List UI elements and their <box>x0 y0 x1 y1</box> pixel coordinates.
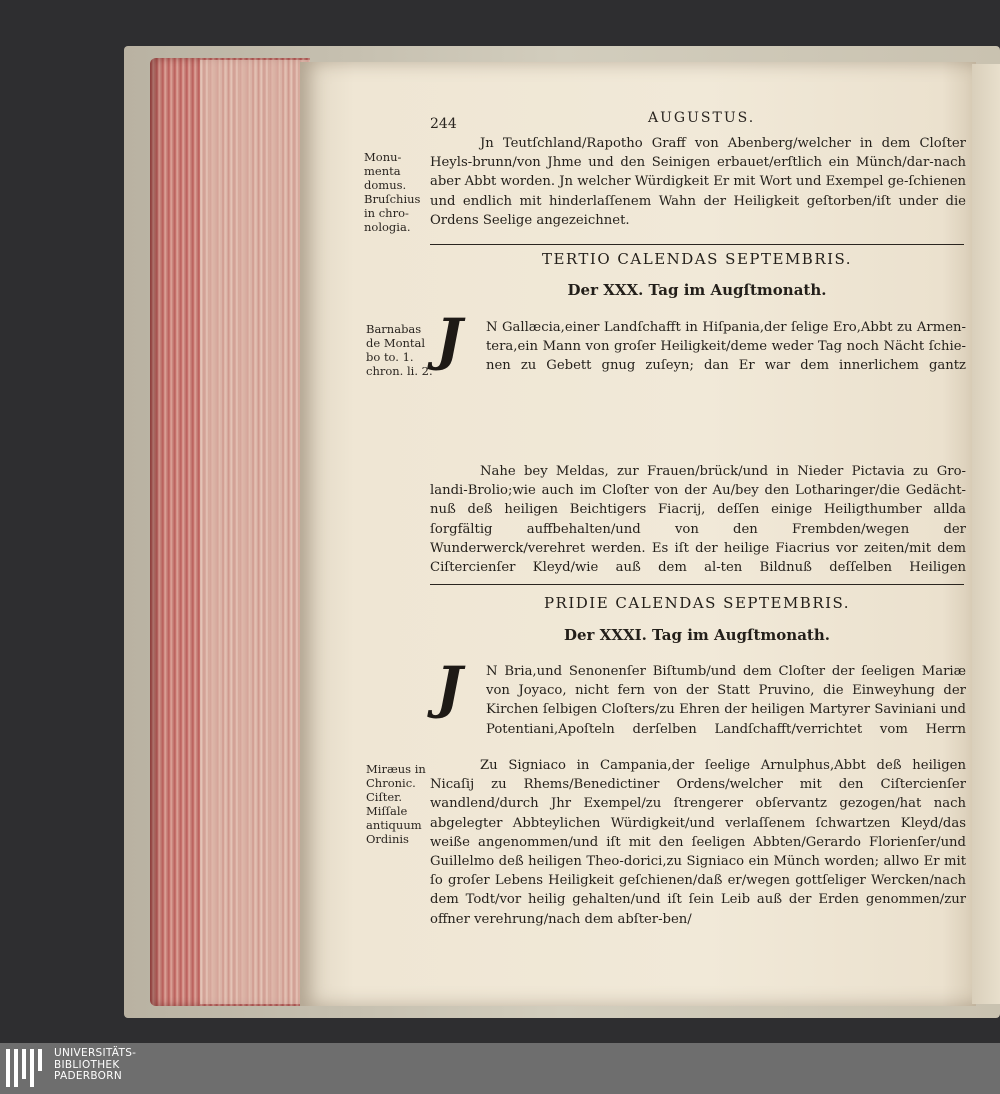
section-1-paragraph-2: Nahe bey Meldas, zur Frauen/brück/und in Nieder Pictavia zu Gro-landi-Brolio;wie auch im Cloſter von der Au/bey den Lotharinger/die Gedächt-nuß deß heiligen Beichtigers Fiacrij, deſſen einige Heiligthumber allda ſorgfältig auffbehalten/und von den Frembden/wegen der Wunderwerck/verehret werden. Es iſt der heilige Fiacrius vor zeiten/mit dem Ciſtercienſer Kleyd/wie auß dem al-ten Bildnuß deſſelben Heiligen <box>430 464 966 576</box>
section-2-german-heading: Der XXXI. Tag im Augſtmonath. <box>564 626 830 644</box>
section-1-german-heading: Der XXX. Tag im Augſtmonath. <box>567 281 827 299</box>
section-2-paragraph-2: Zu Signiaco in Campania,der ſeelige Arnulphus,Abbt deß heiligen Nicaſij zu Rhems/Benedictiner Ordens/welcher mit den Ciſtercienſer wandlend/durch Jhr Exempel/zu ſtrengerer obſervantz gezogen/hat nach abgelegter Abbteylichen Würdigkeit/und verlaſſenem ſchwartzen Kleyd/das weiße angenommen/und iſt mit den ſeeligen Abbten/Gerardo Florienſer/und Guillelmo deß heiligen Theo-dorici,zu Signiaco ein Münch worden; allwo Er mit ſo groſer Lebens Heiligkeit geſchienen/daß er/wegen gottſeliger Wercken/nach dem Todt/vor heilig gehalten/und iſt ſein Leib auß der Erden genommen/zur offner verehrung/nach dem abſter-ben/ <box>430 758 966 927</box>
page-edges-light <box>200 60 310 1004</box>
footer-bar <box>0 1043 1000 1094</box>
opening-paragraph: Jn Teutſchland/Rapotho Graff von Abenberg/welcher in dem Cloſter Heyls-brunn/von Jhme und den Seinigen erbauet/erſtlich ein Münch/dar-nach aber Abbt worden. Jn welcher Würdigkeit Er mit Wort und Exempel ge-ſchienen und endlich mit hinderlaſſenem Wahn der Heiligkeit geſtorben/iſt under die Ordens Seelige angezeichnet. <box>430 136 966 228</box>
margin-note-sources-1: Monu- menta domus. Bruſchius in chro- nologia. <box>364 150 421 234</box>
library-name: UNIVERSITÄTS- BIBLIOTHEK PADERBORN <box>54 1047 137 1082</box>
facing-page-edge <box>972 64 1000 1004</box>
library-logo-icon <box>6 1049 46 1087</box>
margin-note-sources-3: Miræus in Chronic. Ciſter. Miſſale antiquum Ordinis <box>366 762 426 846</box>
section-1-paragraph-1-rest <box>430 376 966 454</box>
section-2-paragraph-1: N Bria,und Senonenſer Biſtumb/und dem Cloſter der ſeeligen Mariæ von Joyaco, nicht fern von der Statt Pruvino, die Einweyhung der Kirchen ſelbigen Cloſters/zu Ehren der heiligen Martyrer Saviniani und Potentiani,Apoſteln derſelben Landſchafft/verrichtet vom Herrn <box>486 664 966 737</box>
section-rule-2 <box>430 584 964 585</box>
section-1-paragraph-1-lead: N Gallæcia,einer Landſchafft in Hiſpania,der ſelige Ero,Abbt zu Armen-tera,ein Mann von groſer Heiligkeit/deme weder Tag noch Nächt ſchie-nen zu Gebett gnug zuſeyn; dan Er war dem innerlichem gantz <box>486 320 966 374</box>
section-rule-1 <box>430 244 964 245</box>
drop-cap-initial-1: J <box>436 307 463 373</box>
margin-note-sources-2: Barnabas de Montal bo to. 1. chron. li. 2. <box>366 322 433 378</box>
section-1-latin-heading: TERTIO CALENDAS SEPTEMBRIS. <box>541 250 853 268</box>
running-title: AUGUSTUS. <box>648 110 756 126</box>
drop-cap-initial-2: J <box>436 655 463 721</box>
page-number: 244 <box>430 116 457 132</box>
section-2-latin-heading: PRIDIE CALENDAS SEPTEMBRIS. <box>543 594 851 612</box>
